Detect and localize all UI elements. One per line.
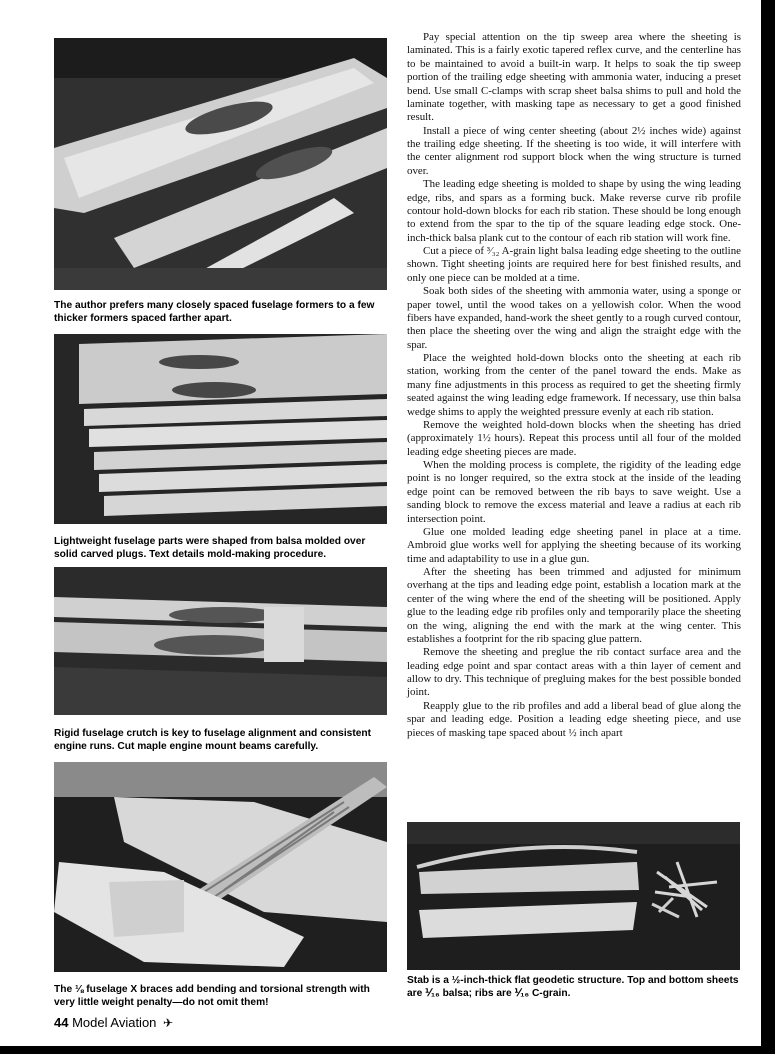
- magazine-title: Model Aviation: [72, 1015, 157, 1030]
- caption-photo-3: Rigid fuselage crutch is key to fuselage alignment and consistent engine runs. Cut maple engine mount beams carefully.: [54, 728, 372, 752]
- page-edge-bottom: [0, 1046, 775, 1054]
- body-paragraph: After the sheeting has been trimmed and adjusted for minimum overhang at the tips and leading edge point, establish a location mark at the center of the wing where the end of the sheeting will be positioned. Apply glue to the leading edge rib profiles only and temporarily place the sheeting on the wing, aligning the end with the mark at the wing center. This establishes a footprint for the rib spacing glue pattern.: [407, 566, 741, 645]
- body-paragraph: Pay special attention on the tip sweep area where the sheeting is laminated. This is a fairly exotic tapered reflex curve, and the centerline has to be maintained to avoid a built-in warp. It helps to soak the tip sweep portion of the trailing edge sheeting with ammonia water, inducing a preset bend. Use small C-clamps with scrap sheet balsa shims to pull and hold the laminate together, with masking tape as necessary to get a good finished result.: [407, 31, 741, 124]
- body-paragraph: Reapply glue to the rib profiles and add a liberal bead of glue along the spar and leading edge. Position a leading edge sheeting piece, and use pieces of masking tape spaced about ½ inch apart: [407, 699, 741, 739]
- page-footer: [54, 1015, 173, 1030]
- photo-stab-structure: [407, 822, 740, 970]
- body-text-column: [407, 31, 741, 740]
- caption-photo-2: Lightweight fuselage parts were shaped from balsa molded over solid carved plugs. Text details mold-making procedure.: [54, 536, 366, 560]
- caption-photo-4: The ⅛ fuselage X braces add bending and torsional strength with very little weight penalty—do not omit them!: [54, 984, 370, 1008]
- photo-fuselage-crutch: [54, 567, 387, 715]
- body-paragraph: The leading edge sheeting is molded to shape by using the wing leading edge, ribs, and spars as a forming buck. Make reverse curve rib profile contour hold-down blocks for each rib station. These should be long enough to extend from the spar to the tip of the square leading edge stock. One-inch-thick balsa plank cut to the contour of each rib station will work fine.: [407, 178, 741, 244]
- airplane-icon: ✈: [163, 1016, 174, 1030]
- photo-fuselage-x-braces: [54, 762, 387, 972]
- body-paragraph: Soak both sides of the sheeting with ammonia water, using a sponge or paper towel, until the wood takes on a yellowish color. When the wood fibers have expanded, hand-work the sheet gently to a rough curved contour, then place the sheeting over the wing and align the straight edge with the spar.: [407, 285, 741, 351]
- body-paragraph: Install a piece of wing center sheeting (about 2½ inches wide) against the trailing edge sheeting. If the sheeting is too wide, it will interfere with the center alignment rod support block when the wing structure is turned over.: [407, 124, 741, 177]
- page-number: 44: [54, 1015, 69, 1030]
- body-paragraph: Place the weighted hold-down blocks onto the sheeting at each rib station, working from the center of the panel toward the ends. Make as many fine adjustments in this process as required to get the sheeting firmly seated against the wing leading edge framework. If necessary, use thin balsa wedge shims to apply the weighted pressure evenly at each rib station.: [407, 352, 741, 418]
- caption-photo-5: Stab is a ½-inch-thick flat geodetic structure. Top and bottom sheets are ⅟₁₆ balsa; ribs are ⅟₁₆ C-grain.: [407, 975, 739, 999]
- page-edge-right: [761, 0, 775, 1054]
- body-paragraph: Remove the sheeting and preglue the rib contact surface area and the leading edge point and spar contact areas with a thin layer of cement and allow to dry. This technique of pregluing makes for the best possible bonded joint.: [407, 646, 741, 699]
- photo-fuselage-formers: [54, 38, 387, 290]
- photo-molded-fuselage-parts: [54, 334, 387, 524]
- caption-photo-1: The author prefers many closely spaced fuselage formers to a few thicker formers spaced farther apart.: [54, 300, 375, 324]
- body-paragraph: Cut a piece of ³⁄₃₂ A-grain light balsa leading edge sheeting to the outline shown. Tight sheeting joints are required here for best finished results, and only one piece can be molded at a time.: [407, 245, 741, 284]
- body-paragraph: When the molding process is complete, the rigidity of the leading edge point is no longer required, so the extra stock at the inside of the leading edge point can be removed between the rib bays to save weight. Use a sanding block to remove the excess material and leave a radius at each rib intersection point.: [407, 459, 741, 525]
- body-paragraph: Remove the weighted hold-down blocks when the sheeting has dried (approximately 1½ hours). Repeat this process until all four of the molded leading edge sheeting pieces are made.: [407, 418, 741, 458]
- body-paragraph: Glue one molded leading edge sheeting panel in place at a time. Ambroid glue works well for applying the sheeting because of its working time and adaptability to use in a glue gun.: [407, 525, 741, 565]
